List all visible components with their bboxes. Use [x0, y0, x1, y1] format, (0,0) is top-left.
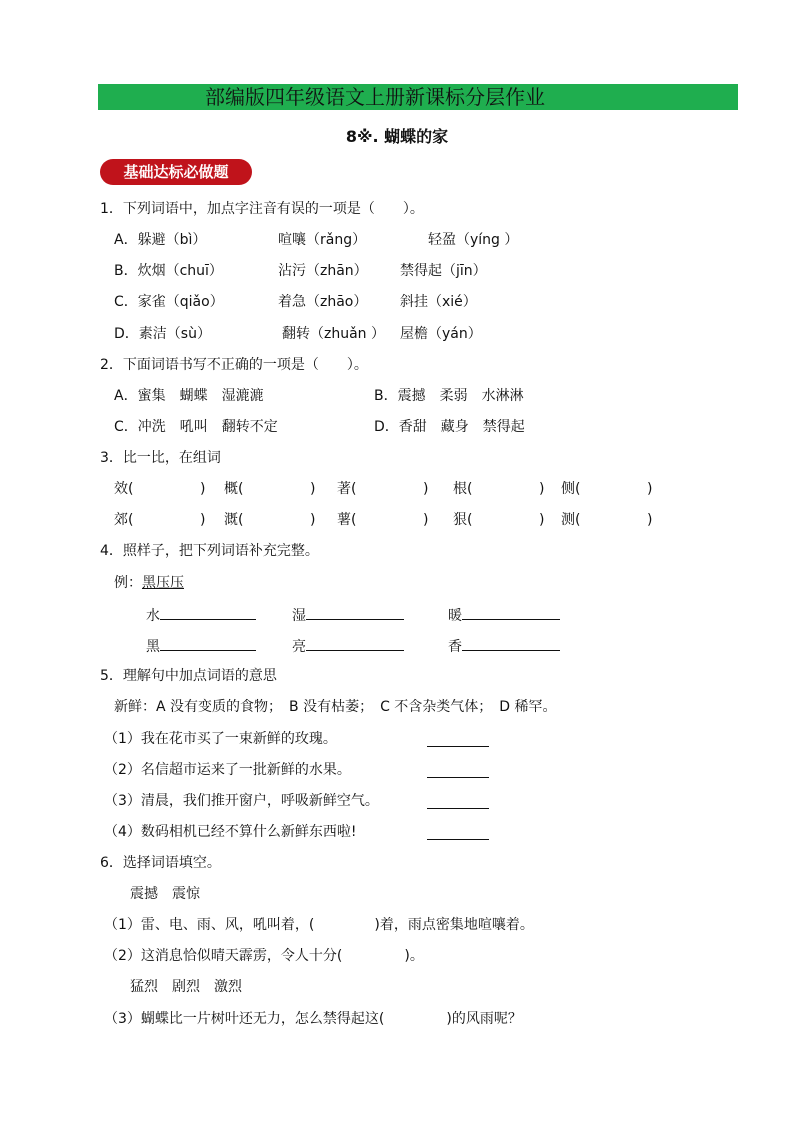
q6-word-choices: 猛烈 剧烈 激烈: [130, 979, 242, 995]
lesson-title: 8※. 蝴蝶的家: [345, 127, 449, 146]
q4-char: 水: [146, 608, 160, 624]
sentence-part: （1）雷、电、雨、风，吼叫着，(: [104, 917, 315, 933]
sentence-part: （2）这消息恰似晴天霹雳，令人十分(: [104, 948, 343, 964]
q5-item: （2）名信超市运来了一批新鲜的水果。: [104, 762, 351, 778]
q5-item: （3）清晨，我们推开窗户，呼吸新鲜空气。: [104, 793, 379, 809]
answer-blank[interactable]: [160, 605, 256, 620]
q5-item: （4）数码相机已经不算什么新鲜东西啦!: [104, 824, 357, 840]
q3-char: 郊(: [114, 512, 134, 528]
q6-sentence-1: [104, 916, 534, 934]
q3-paren: ): [647, 481, 653, 497]
q3-char: 著(: [337, 481, 357, 497]
q3-paren: ): [647, 512, 653, 528]
q1-option: 翻转（zhuǎn ）: [282, 326, 385, 342]
sentence-part: )着，雨点密集地喧嚷着。: [374, 917, 534, 933]
q1-option: D．素洁（sù）: [114, 326, 211, 342]
q3-paren: ): [200, 512, 206, 528]
q1-option: B．炊烟（chuī）: [114, 263, 223, 279]
q5-stem: 5．理解句中加点词语的意思: [100, 668, 277, 684]
sentence-part: （3）蝴蝶比一片树叶还无力，怎么禁得起这(: [104, 1011, 385, 1027]
q4-item: [146, 636, 256, 656]
q5-options: 新鲜：A 没有变质的食物； B 没有枯萎； C 不含杂类气体； D 稀罕。: [114, 699, 557, 715]
q6-word-choices: 震撼 震惊: [130, 886, 200, 902]
q3-stem: 3．比一比，在组词: [100, 450, 221, 466]
q1-option: 禁得起（jīn）: [400, 263, 487, 279]
q3-char: 薯(: [337, 512, 357, 528]
q3-char: 狠(: [453, 512, 473, 528]
q1-option: A．躲避（bì）: [114, 232, 207, 248]
q3-paren: ): [423, 512, 429, 528]
q1-option: 着急（zhāo）: [278, 294, 368, 310]
q4-char: 暖: [448, 608, 462, 624]
q4-stem: 4．照样子，把下列词语补充完整。: [100, 543, 319, 559]
q4-item: [146, 605, 256, 625]
q4-item: [448, 605, 560, 625]
q4-char: 亮: [292, 639, 306, 655]
q2-option-c: C．冲洗 吼叫 翻转不定: [114, 419, 278, 435]
q1-option: 屋檐（yán）: [400, 326, 482, 342]
q4-char: 香: [448, 639, 462, 655]
q1-option: 斜挂（xié）: [400, 294, 477, 310]
q3-char: 概(: [224, 481, 244, 497]
q2-option-b: B．震撼 柔弱 水淋淋: [374, 388, 524, 404]
q4-char: 黑: [146, 639, 160, 655]
q3-char: 效(: [114, 481, 134, 497]
banner-text: 部编版四年级语文上册新课标分层作业: [205, 85, 545, 109]
q6-sentence-2: [104, 947, 424, 965]
sentence-part: )。: [404, 948, 424, 964]
q2-option-a: A．蜜集 蝴蝶 湿漉漉: [114, 388, 264, 404]
q3-paren: ): [539, 512, 545, 528]
answer-blank[interactable]: [160, 636, 256, 651]
q3-paren: ): [200, 481, 206, 497]
q4-char: 湿: [292, 608, 306, 624]
q6-stem: 6．选择词语填空。: [100, 855, 221, 871]
q3-paren: ): [310, 512, 316, 528]
q3-paren: ): [539, 481, 545, 497]
q3-char: 测(: [561, 512, 581, 528]
sentence-part: )的风雨呢？: [446, 1011, 522, 1027]
answer-blank[interactable]: [427, 732, 489, 747]
q1-option: 沾污（zhān）: [278, 263, 368, 279]
answer-blank[interactable]: [427, 794, 489, 809]
q6-sentence-3: [104, 1010, 522, 1028]
answer-blank[interactable]: [462, 636, 560, 651]
q3-paren: ): [310, 481, 316, 497]
q5-item: （1）我在花市买了一束新鲜的玫瑰。: [104, 731, 337, 747]
q2-option-d: D．香甜 藏身 禁得起: [374, 419, 525, 435]
q1-option: 轻盈（yíng ）: [428, 232, 519, 248]
q3-char: 溉(: [224, 512, 244, 528]
answer-blank[interactable]: [306, 636, 404, 651]
section-badge: 基础达标必做题: [100, 159, 252, 185]
q2-stem: 2．下面词语书写不正确的一项是（ ）。: [100, 357, 368, 373]
q3-char: 侧(: [561, 481, 581, 497]
q1-option: 喧嚷（rǎng）: [278, 232, 367, 248]
answer-blank[interactable]: [427, 825, 489, 840]
example-label: 例：: [114, 575, 142, 591]
q1-stem: 1．下列词语中，加点字注音有误的一项是（ ）。: [100, 201, 424, 217]
q4-item: [292, 636, 404, 656]
example-word: 黑压压: [142, 575, 184, 591]
q4-example: [114, 574, 184, 592]
q4-item: [448, 636, 560, 656]
answer-blank[interactable]: [306, 605, 404, 620]
q1-option: C．家雀（qiǎo）: [114, 294, 224, 310]
answer-blank[interactable]: [462, 605, 560, 620]
q4-item: [292, 605, 404, 625]
q3-paren: ): [423, 481, 429, 497]
answer-blank[interactable]: [427, 763, 489, 778]
q3-char: 根(: [453, 481, 473, 497]
